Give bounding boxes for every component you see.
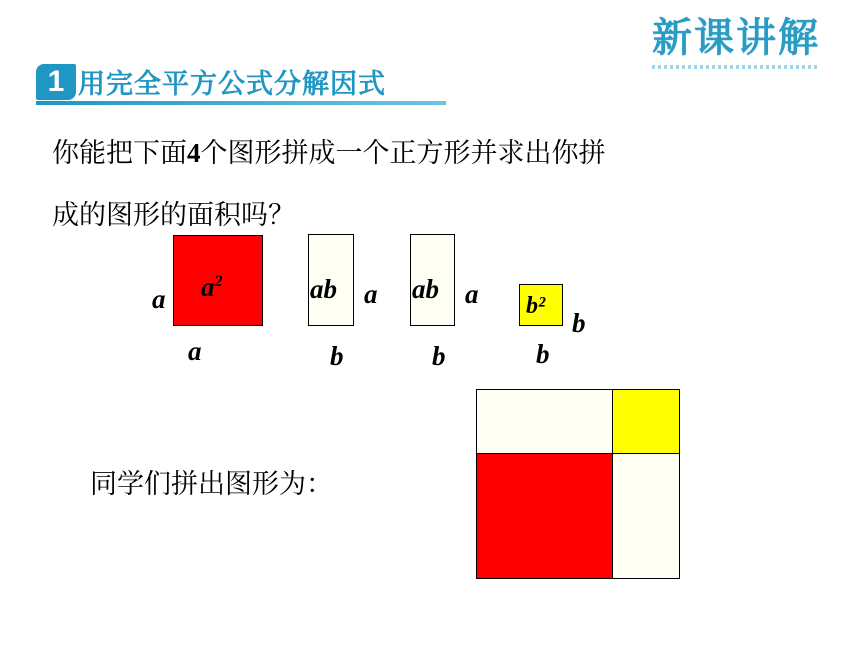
header-title: 新课讲解 — [652, 6, 820, 63]
assembled-cell-b-square — [612, 389, 680, 454]
assembled-label: 同学们拼出图形为： — [90, 469, 333, 500]
question-line-1-end: 个图形拼成一个正方形并求出你拼 — [200, 138, 606, 169]
rect-ab-2-side-bottom: b — [432, 341, 446, 371]
square-b-side-right: b — [572, 308, 586, 338]
section-title: 用完全平方公式分解因式 — [78, 69, 386, 100]
square-a-label-base: a — [201, 272, 215, 302]
square-a-label-exponent: 2 — [214, 273, 223, 290]
question-line-1 — [52, 122, 752, 185]
rect-ab-2-side-right: a — [465, 279, 479, 309]
section-underline — [36, 101, 446, 105]
question-line-2: 成的图形的面积吗？ — [52, 200, 295, 231]
square-a-side-bottom: a — [188, 336, 202, 366]
square-a-side-left: a — [152, 284, 166, 314]
question-text — [52, 122, 752, 247]
rect-ab-1-label: ab — [310, 274, 337, 304]
question-number: 4 — [187, 138, 201, 168]
square-a-label — [201, 274, 223, 301]
assembled-cell-a-square — [476, 453, 613, 579]
rect-ab-1-side-right: a — [364, 279, 378, 309]
assembled-square — [476, 389, 680, 579]
assembled-cell-ab-right — [612, 453, 680, 579]
square-b-side-bottom: b — [536, 339, 550, 369]
section-number-badge: 1 — [36, 64, 76, 100]
rect-ab-1-side-bottom: b — [330, 341, 344, 371]
square-b-label: b² — [526, 293, 546, 319]
question-line-1-start: 你能把下面 — [52, 138, 187, 169]
rect-ab-2-label: ab — [412, 274, 439, 304]
assembled-cell-ab-top — [476, 389, 613, 454]
